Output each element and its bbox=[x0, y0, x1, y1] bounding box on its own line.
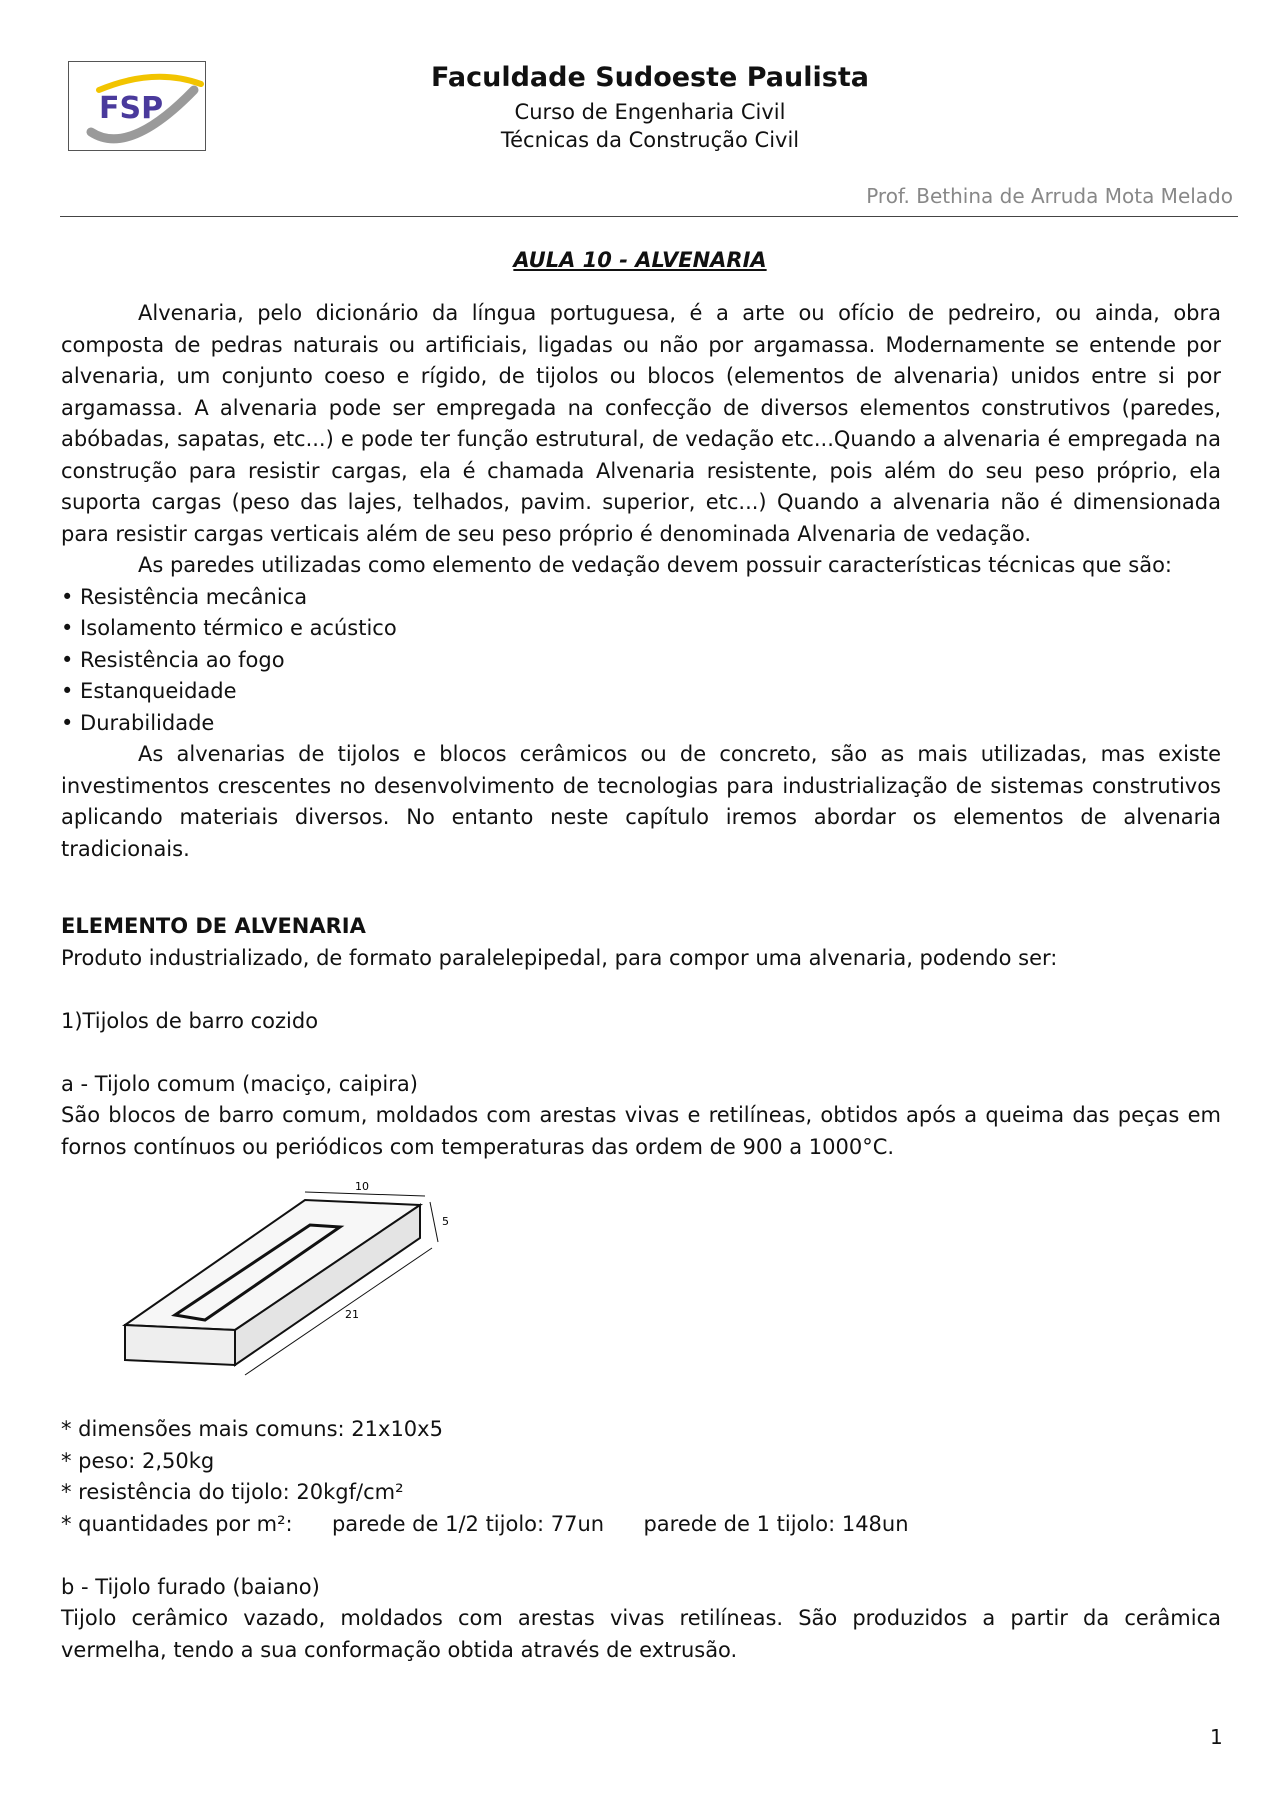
characteristic-item: • Estanqueidade bbox=[61, 679, 237, 703]
half-brick-quantity: parede de 1/2 tijolo: 77un bbox=[331, 1511, 605, 1536]
item-b-title: b - Tijolo furado (baiano) bbox=[61, 1574, 320, 1599]
fsp-logo bbox=[68, 61, 206, 151]
item-a-title: a - Tijolo comum (maciço, caipira) bbox=[61, 1071, 418, 1096]
characteristic-item: • Resistência ao fogo bbox=[61, 647, 285, 672]
characteristic-item: • Resistência mecânica bbox=[61, 584, 308, 609]
professor-name: Prof. Bethina de Arruda Mota Melado bbox=[866, 184, 1233, 208]
characteristic-item: • Isolamento térmico e acústico bbox=[61, 616, 397, 640]
spec-strength: * resistência do tijolo: 20kgf/cm² bbox=[61, 1480, 404, 1504]
fsp-logo-icon bbox=[69, 62, 204, 149]
characteristics-intro: As paredes utilizadas como elemento de vedação devem possuir características técnicas que são: bbox=[138, 553, 1173, 577]
spec-weight: * peso: 2,50kg bbox=[61, 1448, 215, 1473]
spec-quantities bbox=[61, 1509, 1221, 1541]
institution-name: Faculdade Sudoeste Paulista bbox=[431, 62, 869, 93]
item-a-text: São blocos de barro comum, moldados com arestas vivas e retilíneas, obtidos após a queima das peças em fornos contínuos ou periódicos com temperaturas das ordem de 900 a 1000°C. bbox=[61, 1103, 1221, 1159]
subject-name: Técnicas da Construção Civil bbox=[500, 128, 800, 152]
dim-height-label: 5 bbox=[442, 1215, 449, 1228]
materials-paragraph: As alvenarias de tijolos e blocos cerâmicos ou de concreto, são as mais utilizadas, mas existe investimentos crescentes no desenvolvimento de tecnologias para industrialização de sistemas construtivos aplicando materiais diversos. No entanto neste capítulo iremos abordar os elementos de alvenaria tradicionais. bbox=[61, 742, 1221, 861]
dim-length-label: 21 bbox=[345, 1308, 359, 1321]
characteristic-item: • Durabilidade bbox=[61, 710, 215, 735]
one-brick-quantity: parede de 1 tijolo: 148un bbox=[643, 1511, 909, 1536]
header-divider bbox=[60, 216, 1238, 217]
dim-width-label: 10 bbox=[355, 1180, 369, 1193]
page-number: 1 bbox=[1210, 1725, 1223, 1749]
brick-specs bbox=[61, 1414, 1221, 1666]
element-section bbox=[61, 911, 1221, 1163]
lesson-title: AULA 10 - ALVENARIA bbox=[513, 248, 767, 272]
course-name: Curso de Engenharia Civil bbox=[514, 100, 786, 124]
element-heading: ELEMENTO DE ALVENARIA bbox=[61, 914, 366, 938]
intro-section bbox=[61, 298, 1221, 865]
spec-dimensions: * dimensões mais comuns: 21x10x5 bbox=[61, 1417, 443, 1441]
element-definition: Produto industrializado, de formato paralelepipedal, para compor uma alvenaria, podendo ser: bbox=[61, 945, 1058, 970]
quantities-label: * quantidades por m²: bbox=[61, 1511, 293, 1536]
logo-text: FSP bbox=[99, 91, 164, 126]
intro-paragraph: Alvenaria, pelo dicionário da língua portuguesa, é a arte ou ofício de pedreiro, ou ainda, obra composta de pedras naturais ou artificiais, ligadas ou não por argamassa. Modernamente se entende por alvenaria, um conjunto coeso e rígido, de tijolos ou blocos (elementos de alvenaria) unidos entre si por argamassa. A alvenaria pode ser empregada na confecção de diversos elementos construtivos (paredes, abóbadas, sapatas, etc...) e pode ter função estrutural, de vedação etc...Quando a alvenaria é empregada na construção para resistir cargas, ela é chamada Alvenaria resistente, pois além do seu peso próprio, ela suporta cargas (peso das lajes, telhados, pavim. superior, etc...) Quando a alvenaria não é dimensionada para resistir cargas verticais além de seu peso próprio é denominada Alvenaria de vedação. bbox=[61, 301, 1221, 546]
item-1-title: 1)Tijolos de barro cozido bbox=[61, 1008, 319, 1033]
item-b-text: Tijolo cerâmico vazado, moldados com arestas vivas retilíneas. São produzidos a partir da cerâmica vermelha, tendo a sua conformação obtida através de extrusão. bbox=[61, 1606, 1221, 1662]
solid-brick-figure bbox=[120, 1180, 500, 1380]
